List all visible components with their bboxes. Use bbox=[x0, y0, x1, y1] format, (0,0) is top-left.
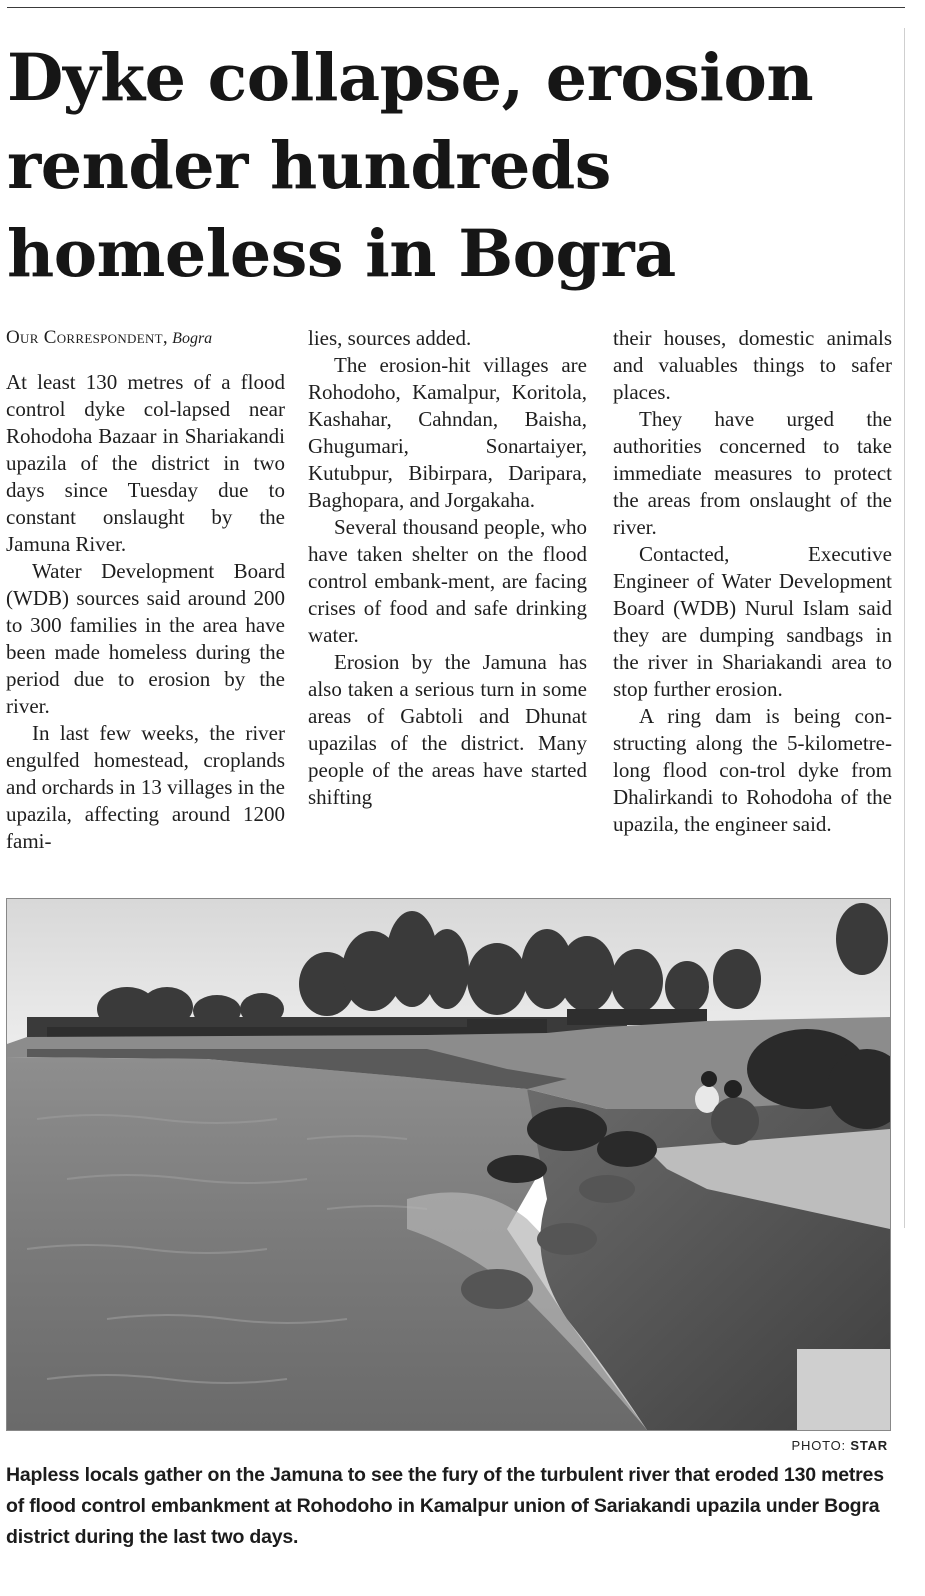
article-column-3 bbox=[613, 325, 892, 838]
photo-credit-name: STAR bbox=[850, 1438, 888, 1453]
article-body bbox=[6, 325, 890, 885]
photo-credit-label: PHOTO: bbox=[791, 1438, 846, 1453]
headline: Dyke collapse, erosion render hundreds homeless in Bogra bbox=[7, 40, 814, 292]
paragraph: A ring dam is being con-structing along the 5-kilometre-long flood con-trol dyke from Dhalirkandi to Rohodoha of the upazila, the engineer said. bbox=[613, 704, 892, 836]
paragraph: Erosion by the Jamuna has also taken a serious turn in some areas of Gabtoli and Dhunat upazilas of the district. Many people of the areas have started shifting bbox=[308, 650, 587, 809]
photo-caption: Hapless locals gather on the Jamuna to see the fury of the turbulent river that eroded 130 metres of flood control embankment at Rohodoho in Kamalpur union of Sariakandi upazila under Bogra district during the last two days. bbox=[6, 1464, 884, 1548]
paragraph: The erosion-hit villages are Rohodoho, Kamalpur, Koritola, Kashahar, Cahndan, Baisha, Ghugumari, Sonartaiyer, Kutubpur, Bibirpara, Daripara, Baghopara, and Jorgakaha. bbox=[308, 353, 587, 512]
paragraph: Several thousand people, who have taken shelter on the flood control embank-ment, are facing crises of food and safe drinking water. bbox=[308, 515, 587, 647]
paragraph: Water Development Board (WDB) sources said around 200 to 300 families in the area have been made homeless during the period due to erosion by the river. bbox=[6, 559, 285, 718]
news-photo bbox=[6, 898, 891, 1431]
concrete-block bbox=[797, 1349, 890, 1430]
paragraph: lies, sources added. bbox=[308, 326, 472, 350]
paragraph: In last few weeks, the river engulfed homestead, croplands and orchards in 13 villages in the upazila, affecting around 1200 fami- bbox=[6, 721, 285, 853]
top-rule bbox=[7, 7, 905, 8]
article-column-2 bbox=[308, 325, 587, 811]
byline-name: Our Correspondent, bbox=[6, 327, 168, 348]
paragraph: their houses, domestic animals and valuables things to safer places. bbox=[613, 326, 892, 404]
paragraph: At least 130 metres of a flood control dyke col-lapsed near Rohodoha Bazaar in Shariakandi upazila of the district in two days since Tuesday due to constant onslaught by the Jamuna River. bbox=[6, 370, 285, 556]
article-column-1 bbox=[6, 325, 285, 855]
column-rule bbox=[904, 28, 905, 1228]
paragraph: Contacted, Executive Engineer of Water Development Board (WDB) Nurul Islam said they are dumping sandbags in the river in Shariakandi area to stop further erosion. bbox=[613, 542, 892, 701]
byline bbox=[6, 325, 285, 352]
paragraph: They have urged the authorities concerned to take immediate measures to protect the areas from onslaught of the river. bbox=[613, 407, 892, 539]
byline-place: Bogra bbox=[172, 330, 213, 347]
photo-credit bbox=[600, 1438, 888, 1453]
